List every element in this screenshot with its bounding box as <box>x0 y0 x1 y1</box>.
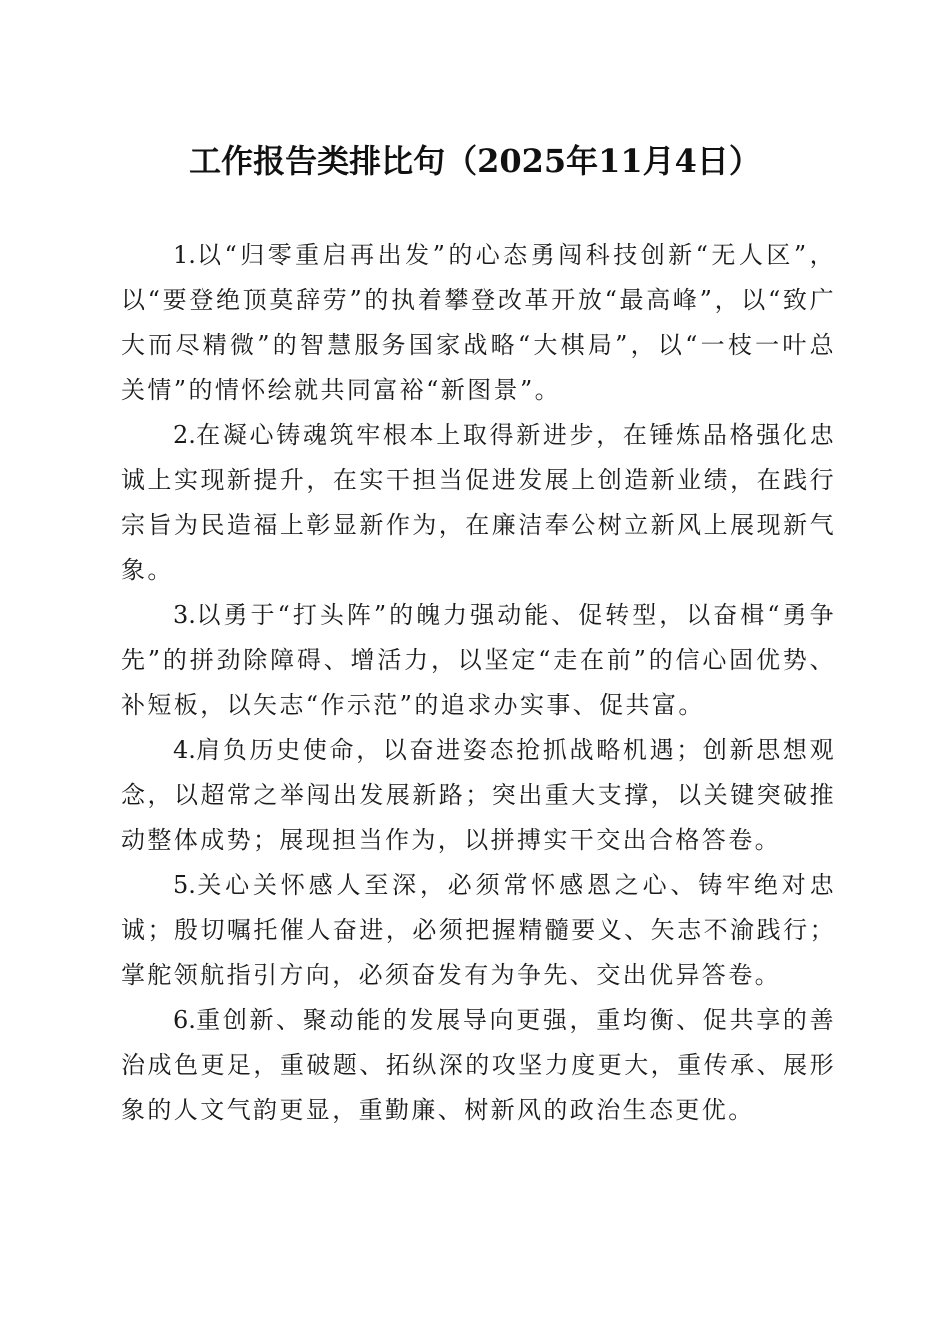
paragraph-number: 3. <box>173 601 196 629</box>
paragraph-4 <box>121 728 836 863</box>
document-body <box>121 233 836 1133</box>
paragraph-number: 2. <box>173 421 196 449</box>
paragraph-text: 以“归零重启再出发”的心态勇闯科技创新“无人区”，以“要登绝顶莫辞劳”的执着攀登改革开放“最高峰”，以“致广大而尽精微”的智慧服务国家战略“大棋局”，以“一枝一叶总关情”的情怀绘就共同富裕“新图景”。 <box>121 241 836 404</box>
paragraph-6 <box>121 998 836 1133</box>
paragraph-text: 肩负历史使命，以奋进姿态抢抓战略机遇；创新思想观念，以超常之举闯出发展新路；突出重大支撑，以关键突破推动整体成势；展现担当作为，以拼搏实干交出合格答卷。 <box>121 736 836 854</box>
paragraph-text: 重创新、聚动能的发展导向更强，重均衡、促共享的善治成色更足，重破题、拓纵深的攻坚力度更大，重传承、展形象的人文气韵更显，重勤廉、树新风的政治生态更优。 <box>121 1006 836 1124</box>
paragraph-number: 5. <box>173 871 196 899</box>
paragraph-3 <box>121 593 836 728</box>
paragraph-2 <box>121 413 836 593</box>
paragraph-text: 在凝心铸魂筑牢根本上取得新进步，在锤炼品格强化忠诚上实现新提升，在实干担当促进发展上创造新业绩，在践行宗旨为民造福上彰显新作为，在廉洁奉公树立新风上展现新气象。 <box>121 421 836 584</box>
document-title: 工作报告类排比句（2025年11月4日） <box>189 142 761 180</box>
paragraph-number: 1. <box>173 241 196 269</box>
paragraph-1 <box>121 233 836 413</box>
paragraph-text: 关心关怀感人至深，必须常怀感恩之心、铸牢绝对忠诚；殷切嘱托催人奋进，必须把握精髓要义、矢志不渝践行；掌舵领航指引方向，必须奋发有为争先、交出优异答卷。 <box>121 871 836 989</box>
paragraph-text: 以勇于“打头阵”的魄力强动能、促转型，以奋楫“勇争先”的拼劲除障碍、增活力，以坚定“走在前”的信心固优势、补短板，以矢志“作示范”的追求办实事、促共富。 <box>121 601 836 719</box>
paragraph-number: 6. <box>173 1006 196 1034</box>
paragraph-5 <box>121 863 836 998</box>
paragraph-number: 4. <box>173 736 196 764</box>
